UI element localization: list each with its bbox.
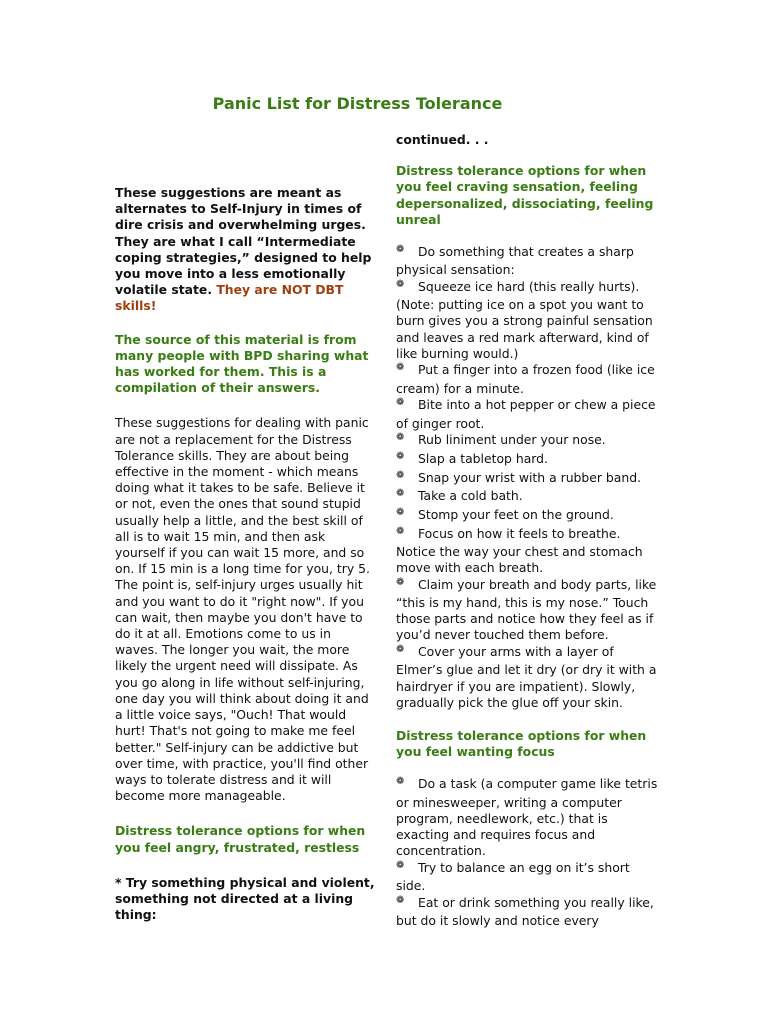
list-item: ❁ Take a cold bath. [396, 488, 523, 504]
section-heading-angry: Distress tolerance options for when you feel angry, frustrated, restless [115, 823, 366, 855]
left-column [115, 185, 377, 923]
list-item: ❁ Stomp your feet on the ground. [396, 507, 614, 523]
flower-bullet-icon: ❁ [396, 362, 405, 374]
list-item: ❁ Put a finger into a frozen food (like ice cream) for a minute. [396, 362, 655, 396]
list-item: ❁ Focus on how it feels to breathe. Notice the way your chest and stomach move with each breath. [396, 525, 643, 576]
flower-bullet-icon: ❁ [396, 525, 405, 537]
flower-bullet-icon: ❁ [396, 776, 405, 788]
craving-list [396, 244, 658, 711]
list-item: ❁ Eat or drink something you really like, but do it slowly and notice every [396, 894, 654, 929]
section-heading-focus: Distress tolerance options for when you feel wanting focus [396, 728, 647, 760]
list-item: ❁ Slap a tabletop hard. [396, 450, 548, 466]
list-item: ❁ Bite into a hot pepper or chew a piece of ginger root. [396, 397, 656, 431]
flower-bullet-icon: ❁ [396, 859, 405, 871]
try-physical-text: * Try something physical and violent, something not directed at a living thing: [115, 874, 375, 923]
flower-bullet-icon: ❁ [396, 397, 405, 409]
flower-bullet-icon: ❁ [396, 507, 405, 519]
flower-bullet-icon: ❁ [396, 244, 405, 256]
list-item: ❁ Cover your arms with a layer of Elmer’s glue and let it dry (or dry it with a hairdryer if you are impatient). Slowly, gradually pick the glue off your skin. [396, 644, 657, 710]
list-item: ❁ Do something that creates a sharp physical sensation: [396, 244, 634, 278]
list-item: ❁ Snap your wrist with a rubber band. [396, 469, 642, 485]
flower-bullet-icon: ❁ [396, 469, 405, 481]
body-paragraph: These suggestions for dealing with panic are not a replacement for the Distress Tolerance skills. They are about being effective in the moment - which means doing what it takes to be safe. Believe it or not, even the ones that sound stupid usually help a little, and the best skill of all is to wait 15 min, and then ask yourself if you can wait 15 more, and so on. If 15 min is a long time for you, try 5. The point is, self-injury urges usually hit and you want to do it "right now". If you can wait, then maybe you don't have to do it at all. Emotions come to us in waves. The longer you wait, the more likely the urgent need will dissipate. As you go along in life without self-injuring, one day you will think about doing it and a little voice says, "Ouch! That would hurt! That's not going to make me feel better." Self-injury can be addictive but over time, with practice, you'll find other ways to tolerate distress and it will become more manageable. [115, 415, 370, 804]
right-column [396, 132, 658, 930]
intro-paragraph [115, 185, 377, 315]
continued-label: continued. . . [396, 132, 489, 147]
flower-bullet-icon: ❁ [396, 488, 405, 500]
flower-bullet-icon: ❁ [396, 432, 405, 444]
source-note: The source of this material is from many people with BPD sharing what has worked for them. This is a compilation of their answers. [115, 331, 369, 396]
flower-bullet-icon: ❁ [396, 450, 405, 462]
focus-list [396, 776, 658, 929]
list-item: ❁ Claim your breath and body parts, like “this is my hand, this is my nose.” Touch those parts and notice how they feel as if you’d never touched them before. [396, 576, 657, 643]
flower-bullet-icon: ❁ [396, 644, 405, 656]
section-heading-craving: Distress tolerance options for when you feel craving sensation, feeling depersonalized, dissociating, feeling unreal [396, 163, 654, 227]
list-item: ❁ Rub liniment under your nose. [396, 432, 606, 448]
page-title: Panic List for Distress Tolerance [212, 94, 503, 113]
list-item: ❁ Try to balance an egg on it’s short side. [396, 859, 630, 894]
intro-warning: They are NOT DBT skills! [115, 282, 344, 314]
flower-bullet-icon: ❁ [396, 894, 405, 906]
list-item: ❁ Squeeze ice hard (this really hurts). (Note: putting ice on a spot you want to burn gives you a strong painful sensation and leaves a red mark afterward, kind of like burning would.) [396, 278, 653, 361]
flower-bullet-icon: ❁ [396, 278, 405, 290]
list-item: ❁ Do a task (a computer game like tetris or minesweeper, writing a computer program, needlework, etc.) that is exacting and requires focus and concentration. [396, 776, 658, 859]
flower-bullet-icon: ❁ [396, 576, 405, 588]
intro-text: These suggestions are meant as alternates to Self-Injury in times of dire crisis and overwhelming urges. They are what I call “Intermediate coping strategies,” designed to help you move into a less emotionally volatile state. [115, 185, 372, 298]
